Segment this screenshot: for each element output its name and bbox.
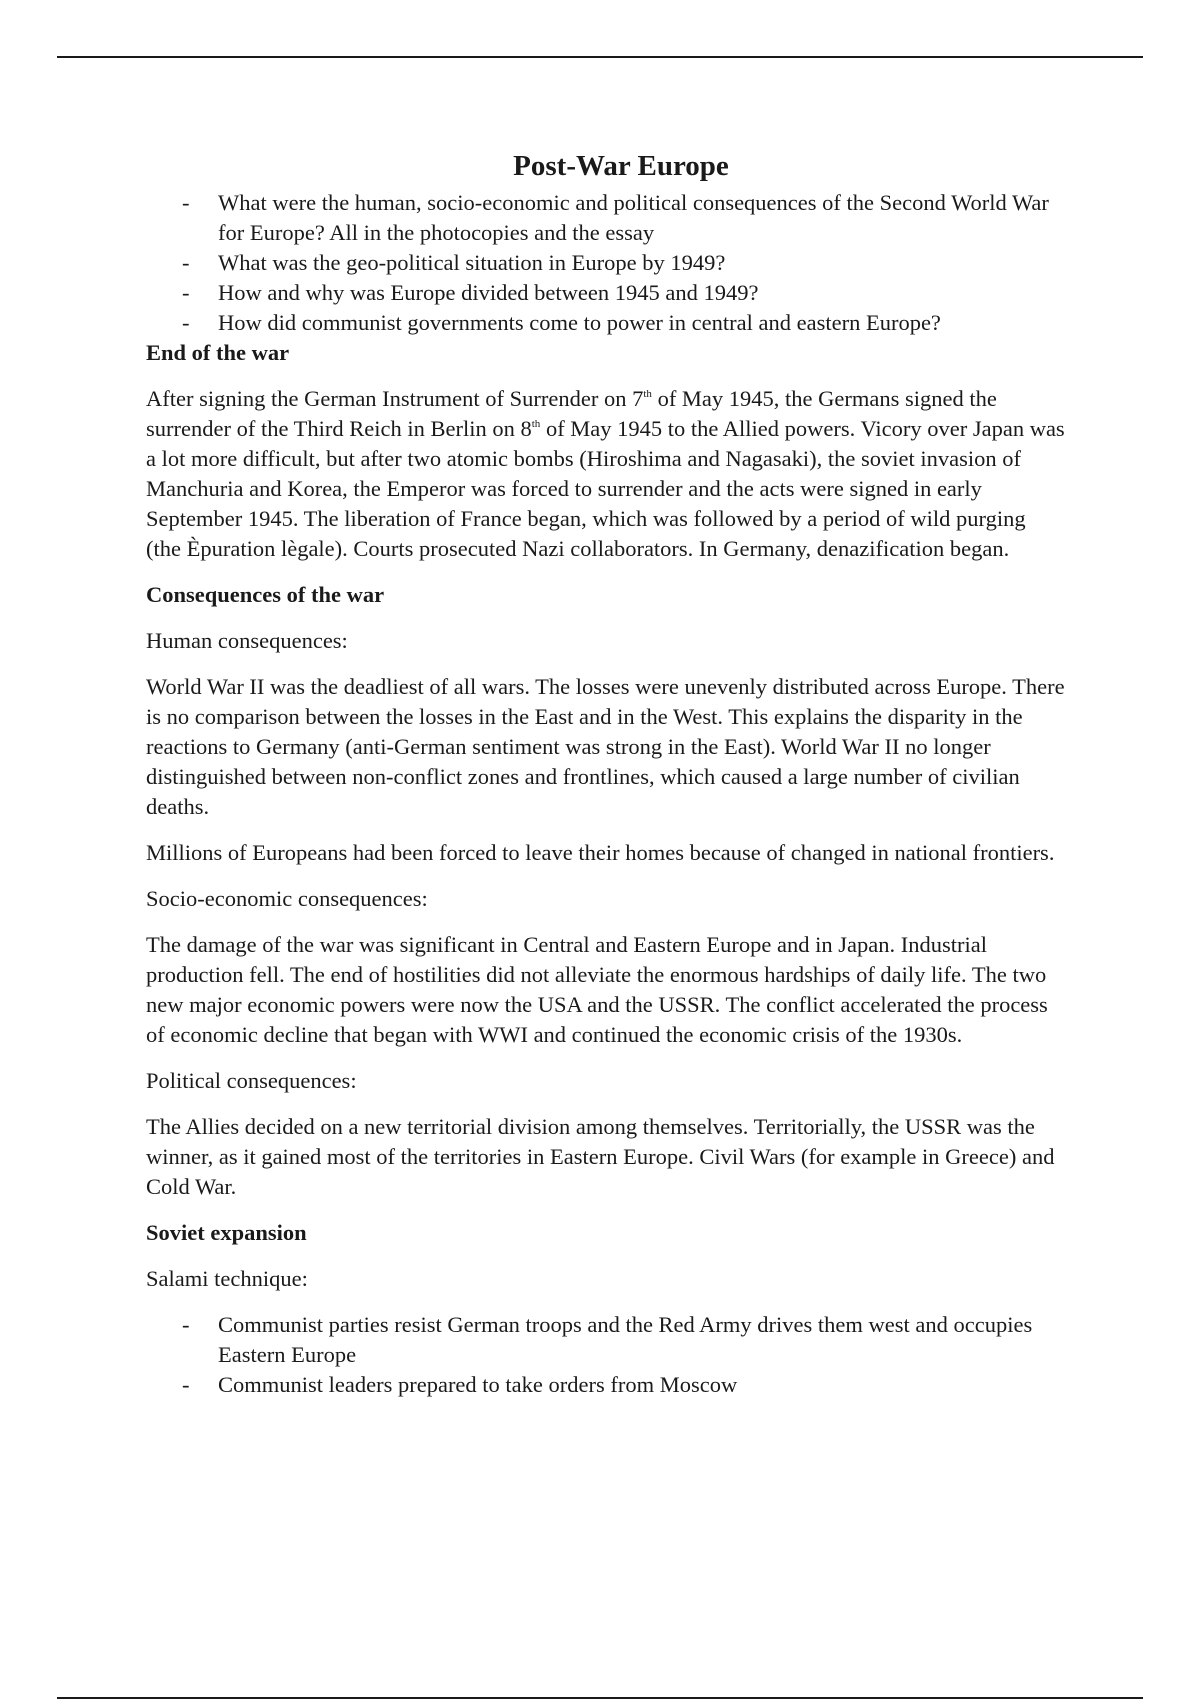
political-consequences-paragraph: The Allies decided on a new territorial division among themselves. Territorially, the USSR was the winner, as it gained most of the territories in Eastern Europe. Civil Wars (for example in Greece) and Cold War. <box>146 1114 1055 1199</box>
end-of-war-paragraph <box>146 384 1066 564</box>
document-title: Post-War Europe <box>513 150 729 182</box>
bullet-dash: - <box>182 250 190 275</box>
political-consequences-label: Political consequences: <box>146 1068 357 1093</box>
list-item-text: How and why was Europe divided between 1945 and 1949? <box>218 280 759 305</box>
text-run: After signing the German Instrument of Surrender on 7 <box>146 386 644 411</box>
bullet-dash: - <box>182 190 190 215</box>
bullet-dash: - <box>182 310 190 335</box>
guiding-questions-list <box>146 188 1066 338</box>
section-heading-soviet-expansion: Soviet expansion <box>146 1220 307 1245</box>
superscript: th <box>531 418 541 430</box>
list-item-text: Communist parties resist German troops and the Red Army drives them west and occupies Eastern Europe <box>218 1312 1033 1367</box>
list-item <box>146 188 1066 248</box>
human-consequences-paragraph-2: Millions of Europeans had been forced to leave their homes because of changed in national frontiers. <box>146 840 1055 865</box>
list-item <box>146 1370 1066 1400</box>
document-body <box>146 148 1066 1400</box>
bullet-dash: - <box>182 1372 190 1397</box>
list-item-text: What were the human, socio-economic and political consequences of the Second World War for Europe? All in the photocopies and the essay <box>218 190 1049 245</box>
socio-economic-consequences-label: Socio-economic consequences: <box>146 886 428 911</box>
socio-economic-consequences-paragraph: The damage of the war was significant in Central and Eastern Europe and in Japan. Industrial production fell. The end of hostilities did not alleviate the enormous hardships of daily life. The two new major economic powers were now the USA and the USSR. The conflict accelerated the process of economic decline that began with WWI and continued the economic crisis of the 1930s. <box>146 932 1048 1047</box>
superscript: th <box>643 388 652 400</box>
list-item <box>146 1310 1066 1370</box>
list-item-text: How did communist governments come to power in central and eastern Europe? <box>218 310 941 335</box>
text-run: of May 1945 to the Allied powers. Vicory over Japan was a lot more difficult, but after two atomic bombs (Hiroshima and Nagasaki), the soviet invasion of Manchuria and Korea, the Emperor was forced to surrender and the acts were signed in early September 1945. The liberation of France began, which was followed by a period of wild purging (the Èpuration lègale). Courts prosecuted Nazi collaborators. In Germany, denazification began. <box>146 416 1065 561</box>
footer-rule <box>57 1697 1143 1699</box>
header-rule <box>57 56 1143 58</box>
list-item-text: What was the geo-political situation in Europe by 1949? <box>218 250 726 275</box>
list-item <box>146 308 1066 338</box>
section-heading-end-of-war: End of the war <box>146 340 290 365</box>
bullet-dash: - <box>182 1312 190 1337</box>
bullet-dash: - <box>182 280 190 305</box>
list-item-text: Communist leaders prepared to take orders from Moscow <box>218 1372 738 1397</box>
text-run: of May 1945, the Germans signed the surrender of the Third Reich in Berlin on 8 <box>146 386 997 441</box>
human-consequences-label: Human consequences: <box>146 628 348 653</box>
section-heading-consequences: Consequences of the war <box>146 582 385 607</box>
list-item <box>146 248 1066 278</box>
human-consequences-paragraph-1: World War II was the deadliest of all wars. The losses were unevenly distributed across Europe. There is no comparison between the losses in the East and in the West. This explains the disparity in the reactions to Germany (anti-German sentiment was strong in the East). World War II no longer distinguished between non-conflict zones and frontlines, which caused a large number of civilian deaths. <box>146 674 1065 819</box>
salami-technique-list <box>146 1310 1066 1400</box>
salami-technique-label: Salami technique: <box>146 1266 308 1291</box>
list-item <box>146 278 1066 308</box>
